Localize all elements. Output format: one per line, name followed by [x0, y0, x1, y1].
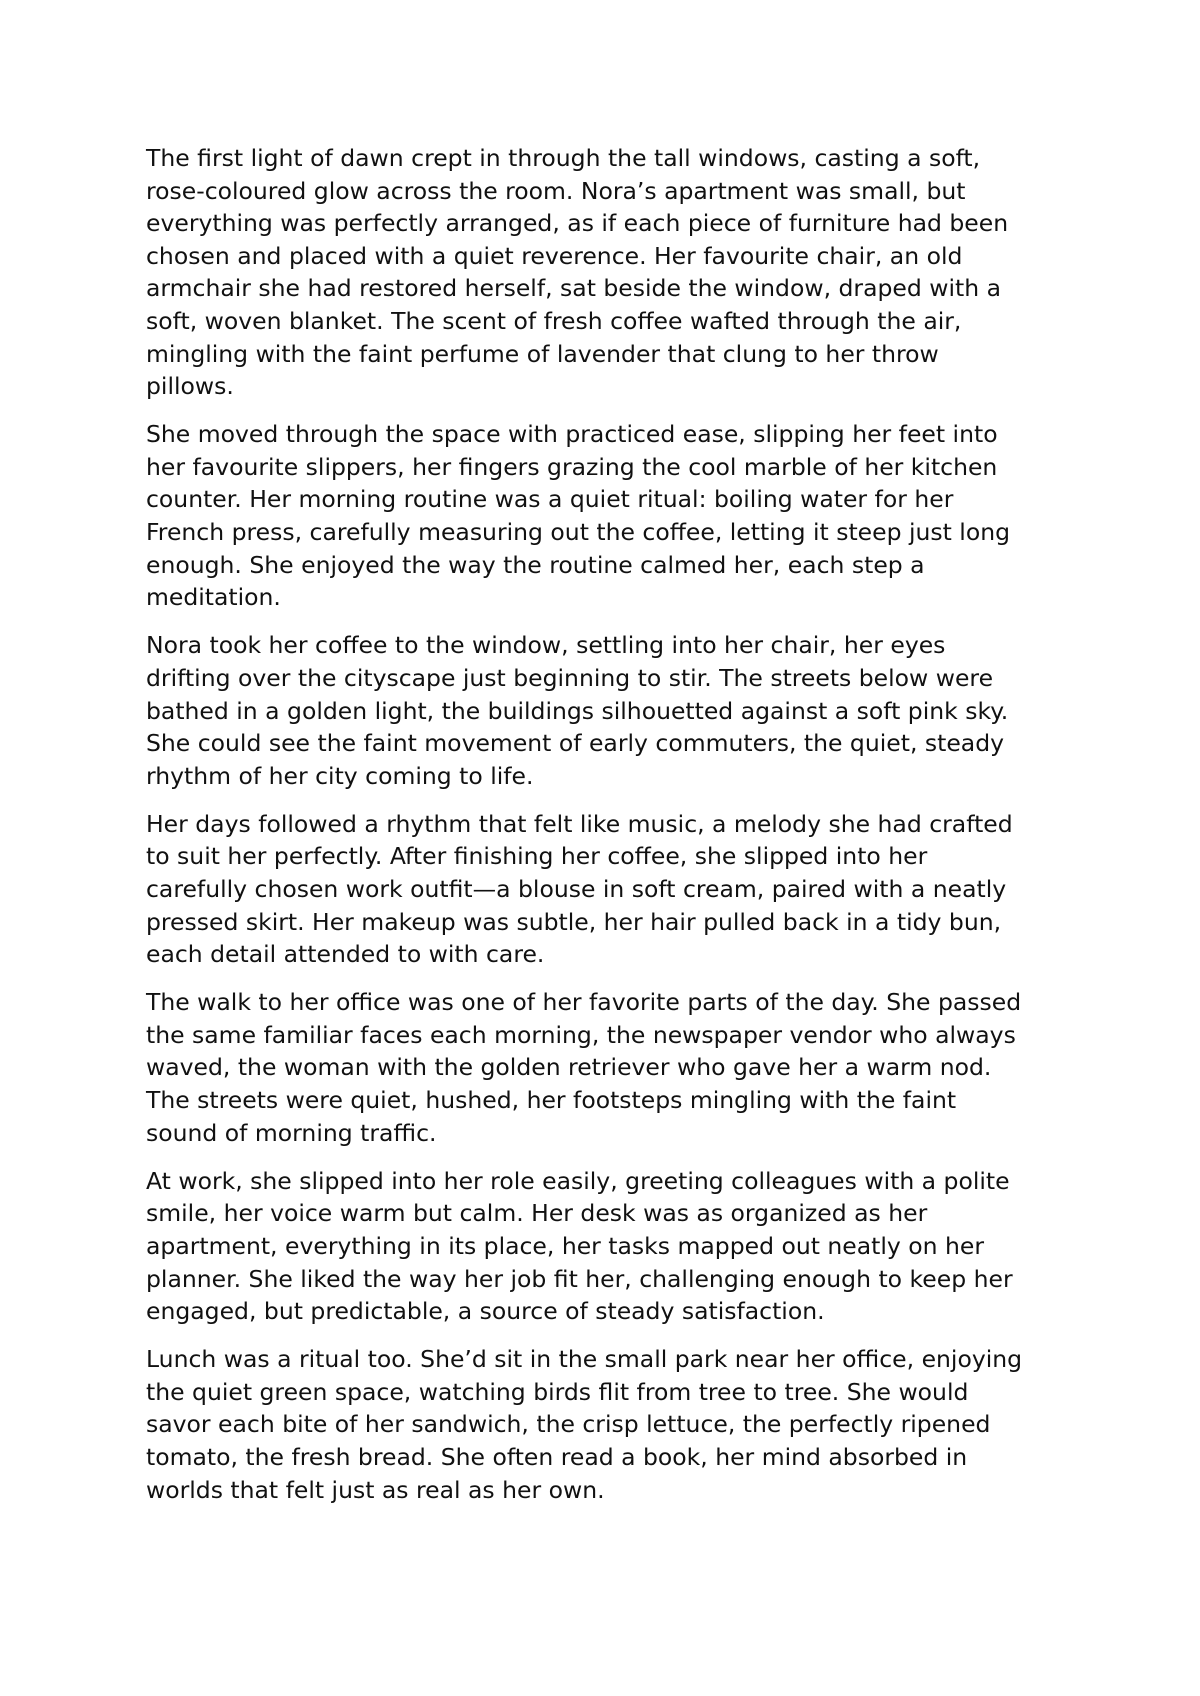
- paragraph-7: Lunch was a ritual too. She’d sit in the small park near her office, enjoying the quiet green space, watching birds flit from tree to tree. She would savor each bite of her sandwich, the crisp lettuce, the perfectly ripened tomato, the fresh bread. She often read a book, her mind absorbed in worlds that felt just as real as her own.: [146, 1345, 1023, 1504]
- paragraph-2: She moved through the space with practiced ease, slipping her feet into her favourite slippers, her fingers grazing the cool marble of her kitchen counter. Her morning routine was a quiet ritual: boiling water for her French press, carefully measuring out the coffee, letting it steep just long enough. She enjoyed the way the routine calmed her, each step a meditation.: [146, 420, 1011, 612]
- paragraph-1: The first light of dawn crept in through the tall windows, casting a soft, rose-coloured glow across the room. Nora’s apartment was small, but everything was perfectly arranged, as if each piece of furniture had been chosen and placed with a quiet reverence. Her favourite chair, an old armchair she had restored herself, sat beside the window, draped with a soft, woven blanket. The scent of fresh coffee wafted through the air, mingling with the faint perfume of lavender that clung to her throw pillows.: [146, 144, 1009, 401]
- paragraph-5: The walk to her office was one of her favorite parts of the day. She passed the same familiar faces each morning, the newspaper vendor who always waved, the woman with the golden retriever who gave her a warm nod. The streets were quiet, hushed, her footsteps mingling with the faint sound of morning traffic.: [146, 988, 1022, 1147]
- paragraph-3: Nora took her coffee to the window, settling into her chair, her eyes drifting over the cityscape just beginning to stir. The streets below were bathed in a golden light, the buildings silhouetted against a soft pink sky. She could see the faint movement of early commuters, the quiet, steady rhythm of her city coming to life.: [146, 631, 1009, 790]
- paragraph-4: Her days followed a rhythm that felt like music, a melody she had crafted to suit her perfectly. After finishing her coffee, she slipped into her carefully chosen work outfit—a blouse in soft cream, paired with a neatly pressed skirt. Her makeup was subtle, her hair pulled back in a tidy bun, each detail attended to with care.: [146, 809, 1013, 969]
- document-body: [146, 142, 1066, 1522]
- paragraph-6: At work, she slipped into her role easily, greeting colleagues with a polite smile, her voice warm but calm. Her desk was as organized as her apartment, everything in its place, her tasks mapped out neatly on her planner. She liked the way her job fit her, challenging enough to keep her engaged, but predictable, a source of steady satisfaction.: [146, 1166, 1013, 1326]
